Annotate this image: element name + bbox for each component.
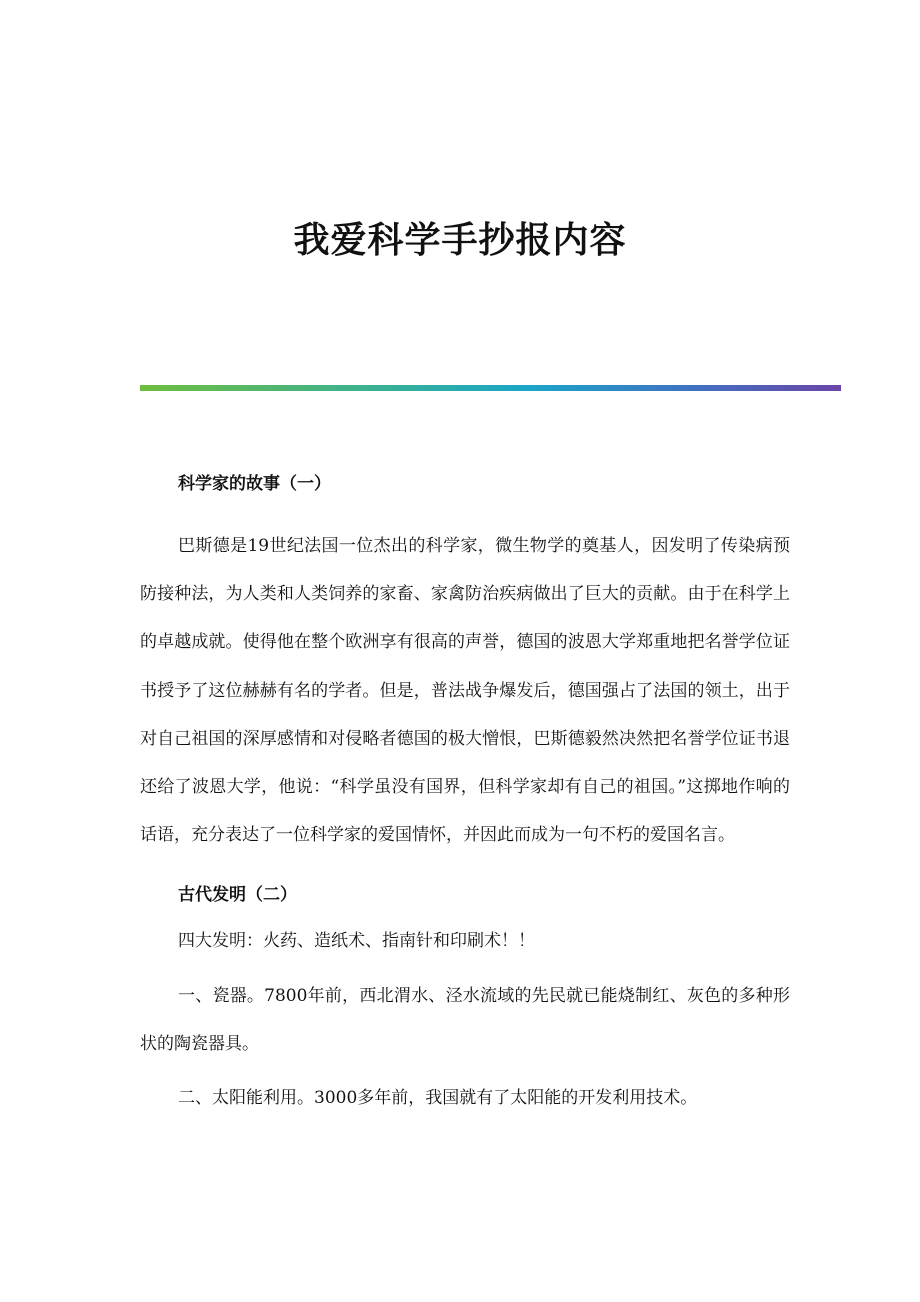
paragraph-solar-energy: 二、太阳能利用。3000多年前，我国就有了太阳能的开发利用技术。 xyxy=(178,1088,698,1109)
paragraph-pasteur-story: 巴斯德是19世纪法国一位杰出的科学家，微生物学的奠基人，因发明了传染病预防接种法，为人类和人类饲养的家畜、家禽防治疾病做出了巨大的贡献。由于在科学上的卓越成就。使得他在整个欧洲享有很高的声誉，德国的波恩大学郑重地把名誉学位证书授予了这位赫赫有名的学者。但是，普法战争爆发后，德国强占了法国的领土，出于对自己祖国的深厚感情和对侵略者德国的极大憎恨，巴斯德毅然决然把名誉学位证书退还给了波恩大学，他说：“科学虽没有国界，但科学家却有自己的祖国。”这掷地作响的话语，充分表达了一位科学家的爱国情怀，并因此而成为一句不朽的爱国名言。 xyxy=(140,536,790,846)
section-heading-scientist-story: 科学家的故事（一） xyxy=(178,474,331,494)
paragraph-porcelain: 一、瓷器。7800年前，西北渭水、泾水流域的先民就已能烧制红、灰色的多种形状的陶瓷器具。 xyxy=(140,985,790,1054)
section-heading-ancient-inventions: 古代发明（二） xyxy=(178,885,297,906)
document-body xyxy=(140,468,790,1122)
document-title: 我爱科学手抄报内容 xyxy=(293,219,627,261)
gradient-divider xyxy=(140,385,841,391)
paragraph-four-inventions: 四大发明：火药、造纸术、指南针和印刷术！！ xyxy=(178,931,535,952)
